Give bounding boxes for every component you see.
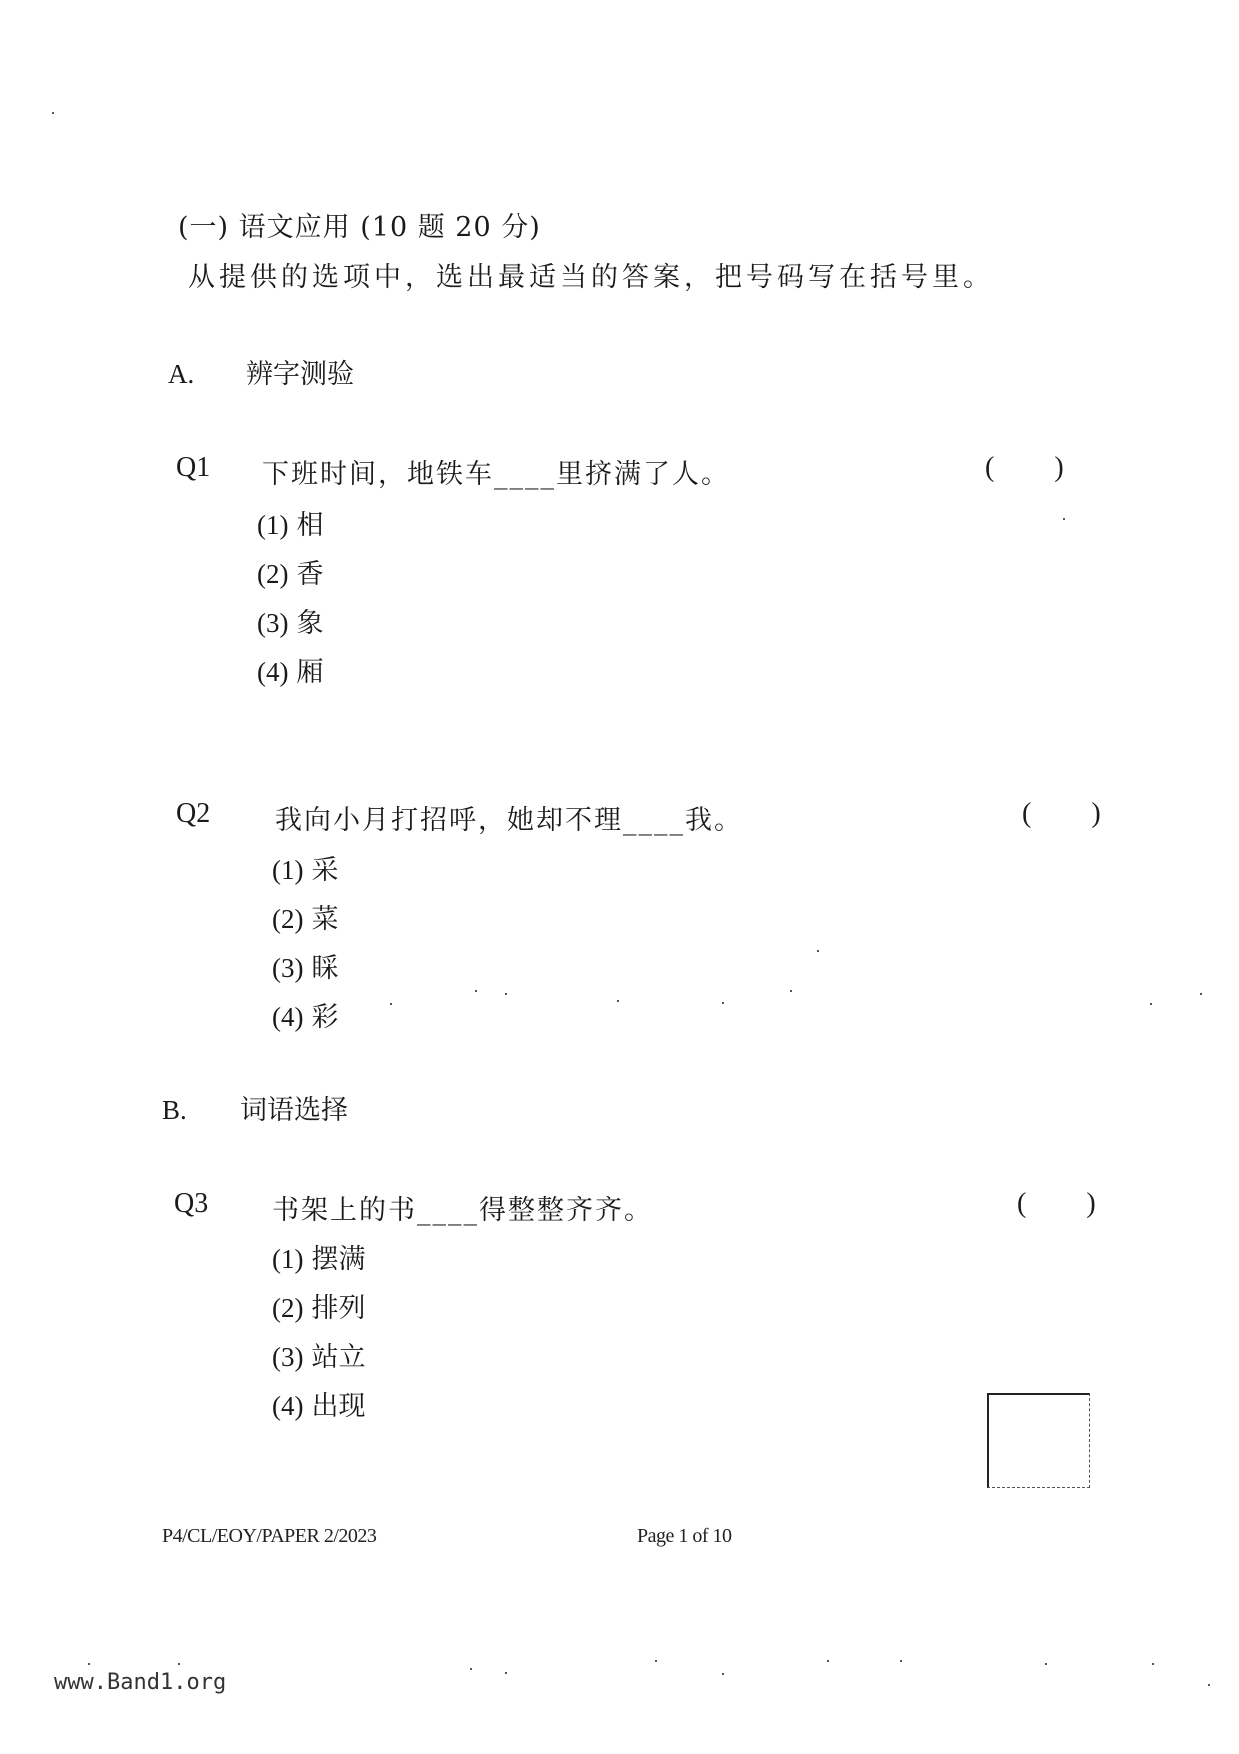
section-title-text: 辨字测验 (246, 359, 354, 390)
section-title: (一) 语文应用 (10 题 20 分) (178, 212, 541, 243)
option: (1) 相 (257, 510, 324, 541)
option: (3) 站立 (272, 1342, 366, 1373)
option: (3) 睬 (272, 953, 339, 984)
scan-speck (470, 1668, 472, 1670)
question-text: 书架上的书____得整整齐齐。 (272, 1195, 653, 1226)
option: (4) 出现 (272, 1391, 366, 1422)
option: (4) 厢 (257, 657, 324, 688)
scan-speck (655, 1660, 657, 1662)
answer-parentheses[interactable]: ( ) (1022, 798, 1101, 829)
question-number: Q1 (176, 452, 211, 483)
scan-speck (88, 1663, 90, 1665)
scan-speck (1045, 1663, 1047, 1665)
scan-speck (505, 993, 507, 995)
question-number: Q3 (174, 1188, 209, 1219)
option: (2) 香 (257, 559, 324, 590)
question-text: 我向小月打招呼，她却不理____我。 (275, 805, 743, 836)
scan-speck (790, 990, 792, 992)
scan-speck (475, 990, 477, 992)
section-b-heading (162, 1088, 348, 1127)
answer-parentheses[interactable]: ( ) (1017, 1188, 1096, 1219)
section-title-text: 词语选择 (240, 1095, 348, 1126)
option: (4) 彩 (272, 1002, 339, 1033)
scan-speck (52, 112, 54, 114)
instructions: 从提供的选项中，选出最适当的答案，把号码写在括号里。 (188, 262, 994, 293)
scan-speck (1208, 1684, 1210, 1686)
section-a-heading (168, 352, 354, 391)
scan-speck (178, 1663, 180, 1665)
scan-speck (817, 950, 819, 952)
scan-speck (1200, 993, 1202, 995)
scan-speck (1152, 1663, 1154, 1665)
option: (1) 摆满 (272, 1244, 366, 1275)
scan-speck (1063, 518, 1065, 520)
scan-speck (900, 1660, 902, 1662)
answer-parentheses[interactable]: ( ) (985, 452, 1064, 483)
question-text: 下班时间，地铁车____里挤满了人。 (262, 459, 730, 490)
scan-speck (505, 1672, 507, 1674)
paper-code: P4/CL/EOY/PAPER 2/2023 (162, 1525, 377, 1547)
scan-speck (617, 1000, 619, 1002)
score-box (987, 1393, 1090, 1488)
scan-speck (722, 1002, 724, 1004)
scan-speck (390, 1003, 392, 1005)
section-letter: A. (168, 359, 195, 389)
watermark: www.Band1.org (54, 1670, 227, 1695)
option: (1) 采 (272, 855, 339, 886)
option: (2) 菜 (272, 904, 339, 935)
question-number: Q2 (176, 798, 211, 829)
scan-speck (827, 1660, 829, 1662)
option: (2) 排列 (272, 1293, 366, 1324)
option: (3) 象 (257, 608, 324, 639)
section-letter: B. (162, 1095, 187, 1125)
page-number: Page 1 of 10 (637, 1525, 732, 1547)
scan-speck (1150, 1003, 1152, 1005)
scan-speck (722, 1673, 724, 1675)
